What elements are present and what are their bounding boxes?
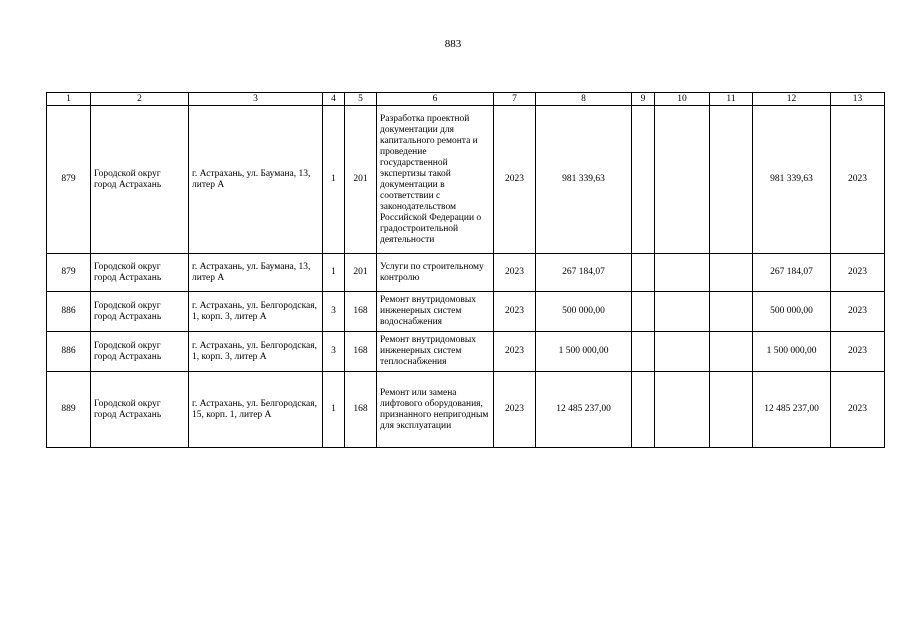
- column-number-1: 1: [47, 93, 91, 106]
- column-number-9: 9: [632, 93, 655, 106]
- address-cell: г. Астрахань, ул. Белгородская, 1, корп. 3, литер А: [189, 292, 323, 332]
- row-index-cell: 886: [47, 292, 91, 332]
- row-index-cell: 879: [47, 254, 91, 292]
- address-cell: г. Астрахань, ул. Белгородская, 15, корп. 1, литер А: [189, 372, 323, 448]
- completion-year-cell: 2023: [831, 332, 885, 372]
- amount-cell: 267 184,07: [536, 254, 632, 292]
- col-4-cell: 1: [323, 254, 345, 292]
- table-row: [47, 292, 885, 332]
- column-number-11: 11: [710, 93, 753, 106]
- total-amount-cell: 500 000,00: [753, 292, 831, 332]
- completion-year-cell: 2023: [831, 292, 885, 332]
- municipality-cell: Городской округ город Астрахань: [91, 254, 189, 292]
- total-amount-cell: 981 339,63: [753, 106, 831, 254]
- column-number-8: 8: [536, 93, 632, 106]
- column-number-6: 6: [377, 93, 494, 106]
- column-number-row: [47, 93, 885, 106]
- total-amount-cell: 267 184,07: [753, 254, 831, 292]
- col-11-cell: [710, 292, 753, 332]
- table-row: [47, 106, 885, 254]
- column-number-5: 5: [345, 93, 377, 106]
- col-10-cell: [655, 292, 710, 332]
- amount-cell: 12 485 237,00: [536, 372, 632, 448]
- col-10-cell: [655, 332, 710, 372]
- completion-year-cell: 2023: [831, 106, 885, 254]
- registry-table: [46, 92, 885, 448]
- year-cell: 2023: [494, 106, 536, 254]
- address-cell: г. Астрахань, ул. Баумана, 13, литер А: [189, 254, 323, 292]
- col-11-cell: [710, 254, 753, 292]
- column-number-7: 7: [494, 93, 536, 106]
- municipality-cell: Городской округ город Астрахань: [91, 332, 189, 372]
- col-9-cell: [632, 372, 655, 448]
- col-4-cell: 1: [323, 372, 345, 448]
- col-5-cell: 201: [345, 254, 377, 292]
- column-number-13: 13: [831, 93, 885, 106]
- completion-year-cell: 2023: [831, 372, 885, 448]
- row-index-cell: 879: [47, 106, 91, 254]
- year-cell: 2023: [494, 332, 536, 372]
- work-type-cell: Ремонт внутридомовых инженерных систем теплоснабжения: [377, 332, 494, 372]
- col-4-cell: 3: [323, 292, 345, 332]
- address-cell: г. Астрахань, ул. Баумана, 13, литер А: [189, 106, 323, 254]
- col-5-cell: 201: [345, 106, 377, 254]
- work-type-cell: Ремонт или замена лифтового оборудования, признанного непригодным для эксплуатации: [377, 372, 494, 448]
- col-9-cell: [632, 332, 655, 372]
- year-cell: 2023: [494, 372, 536, 448]
- column-number-12: 12: [753, 93, 831, 106]
- col-9-cell: [632, 292, 655, 332]
- col-10-cell: [655, 254, 710, 292]
- total-amount-cell: 1 500 000,00: [753, 332, 831, 372]
- table-row: [47, 372, 885, 448]
- work-type-cell: Разработка проектной документации для капитального ремонта и проведение государственной экспертизы такой документации в соответствии с законодательством Российской Федерации о градостроительной деятельности: [377, 106, 494, 254]
- row-index-cell: 886: [47, 332, 91, 372]
- row-index-cell: 889: [47, 372, 91, 448]
- col-11-cell: [710, 106, 753, 254]
- column-number-4: 4: [323, 93, 345, 106]
- column-number-3: 3: [189, 93, 323, 106]
- column-number-2: 2: [91, 93, 189, 106]
- municipality-cell: Городской округ город Астрахань: [91, 106, 189, 254]
- table-row: [47, 332, 885, 372]
- col-4-cell: 1: [323, 106, 345, 254]
- year-cell: 2023: [494, 254, 536, 292]
- year-cell: 2023: [494, 292, 536, 332]
- col-5-cell: 168: [345, 332, 377, 372]
- municipality-cell: Городской округ город Астрахань: [91, 372, 189, 448]
- municipality-cell: Городской округ город Астрахань: [91, 292, 189, 332]
- total-amount-cell: 12 485 237,00: [753, 372, 831, 448]
- col-10-cell: [655, 372, 710, 448]
- amount-cell: 981 339,63: [536, 106, 632, 254]
- col-11-cell: [710, 332, 753, 372]
- col-10-cell: [655, 106, 710, 254]
- amount-cell: 500 000,00: [536, 292, 632, 332]
- col-4-cell: 3: [323, 332, 345, 372]
- col-9-cell: [632, 106, 655, 254]
- col-11-cell: [710, 372, 753, 448]
- amount-cell: 1 500 000,00: [536, 332, 632, 372]
- address-cell: г. Астрахань, ул. Белгородская, 1, корп. 3, литер А: [189, 332, 323, 372]
- column-number-10: 10: [655, 93, 710, 106]
- work-type-cell: Ремонт внутридомовых инженерных систем водоснабжения: [377, 292, 494, 332]
- completion-year-cell: 2023: [831, 254, 885, 292]
- col-9-cell: [632, 254, 655, 292]
- work-type-cell: Услуги по строительному контролю: [377, 254, 494, 292]
- table-row: [47, 254, 885, 292]
- col-5-cell: 168: [345, 372, 377, 448]
- col-5-cell: 168: [345, 292, 377, 332]
- page-number: 883: [444, 38, 462, 50]
